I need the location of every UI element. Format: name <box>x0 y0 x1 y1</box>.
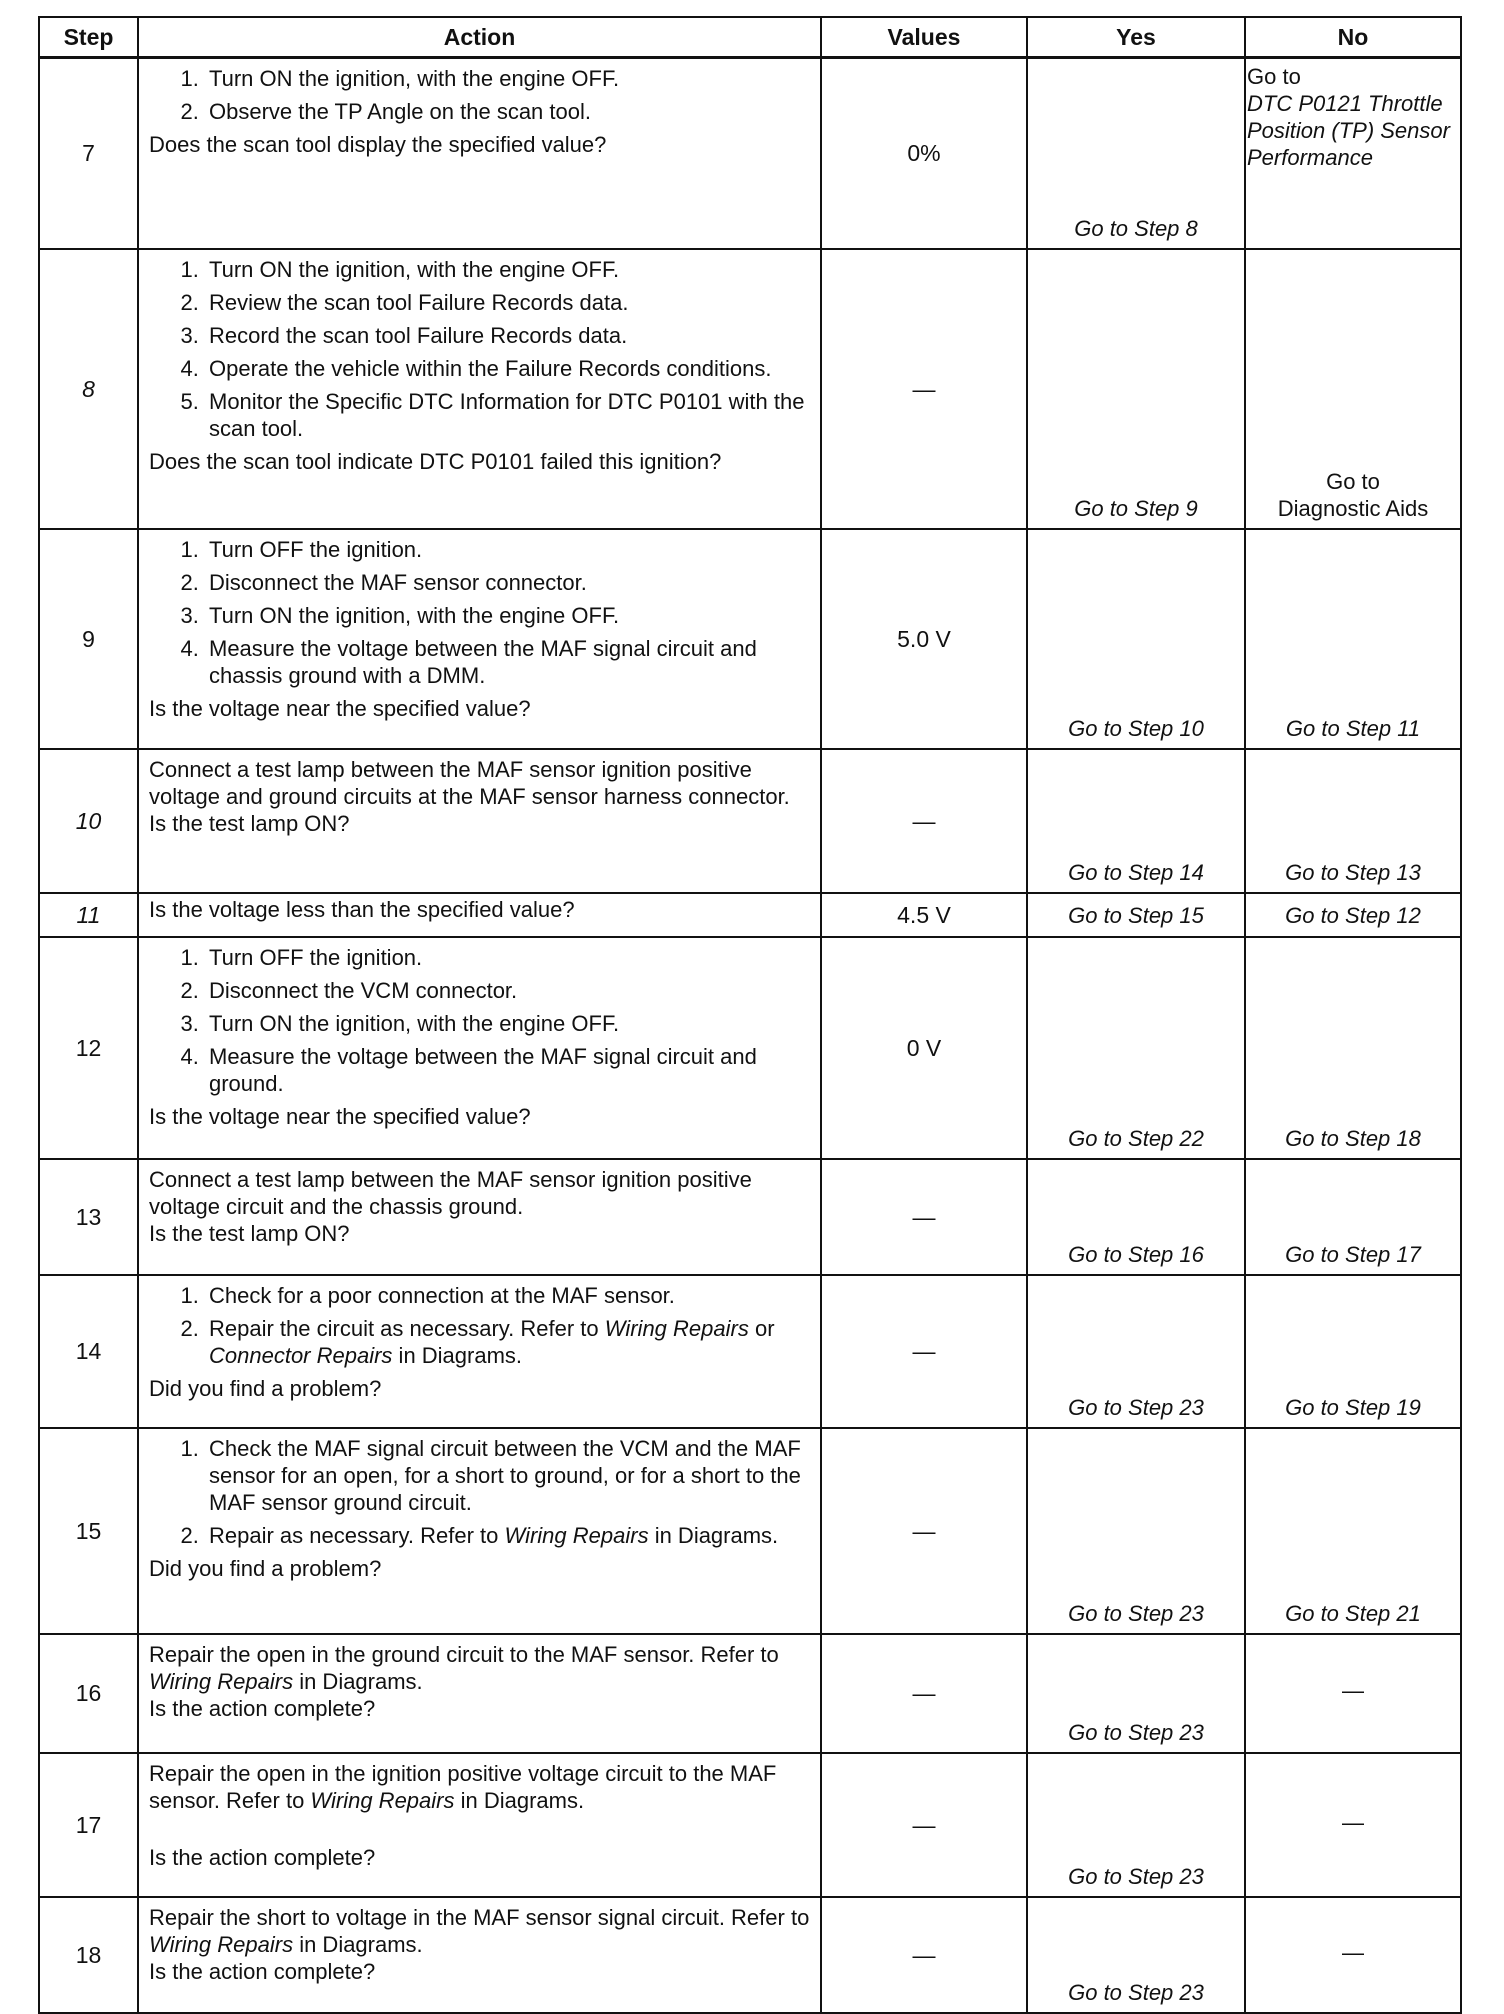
value-cell: — <box>821 1897 1027 2013</box>
action-question: Does the scan tool display the specified value? <box>149 132 607 157</box>
wiring-repairs-reference: Wiring Repairs <box>149 1932 294 1957</box>
action-question: Did you find a problem? <box>149 1556 382 1581</box>
action-text-part: Repair the short to voltage in the MAF sensor signal circuit. Refer to <box>149 1905 810 1930</box>
yes-cell: Go to Step 15 <box>1027 893 1245 937</box>
action-step-item: 3. Record the scan tool Failure Records data. <box>205 322 812 349</box>
header-step: Step <box>39 17 138 58</box>
action-cell <box>138 1275 821 1428</box>
yes-cell: Go to Step 10 <box>1027 529 1245 749</box>
wiring-repairs-reference: Wiring Repairs <box>310 1788 455 1813</box>
table-row-step-8 <box>39 249 1461 529</box>
value-cell: — <box>821 249 1027 529</box>
action-text <box>149 1760 812 1814</box>
wiring-repairs-reference: Wiring Repairs <box>149 1669 294 1694</box>
action-step-item: 4. Measure the voltage between the MAF signal circuit and chassis ground with a DMM. <box>205 635 812 689</box>
step-number: 15 <box>39 1428 138 1634</box>
no-cell: Go to Step 21 <box>1245 1428 1461 1634</box>
no-cell: — <box>1245 1753 1461 1897</box>
action-cell <box>138 529 821 749</box>
no-cell <box>1245 58 1461 250</box>
action-step-text: Repair the circuit as necessary. Refer to <box>209 1316 605 1341</box>
action-text-part: Repair the open in the ground circuit to the MAF sensor. Refer to <box>149 1642 779 1667</box>
no-cell: — <box>1245 1897 1461 2013</box>
no-cell: Go to Step 13 <box>1245 749 1461 893</box>
action-step-item: 1. Turn OFF the ignition. <box>205 536 812 563</box>
action-cell <box>138 937 821 1159</box>
table-row-step-13 <box>39 1159 1461 1275</box>
step-number: 7 <box>39 58 138 250</box>
yes-cell: Go to Step 16 <box>1027 1159 1245 1275</box>
action-step-item: 5. Monitor the Specific DTC Information for DTC P0101 with the scan tool. <box>205 388 812 442</box>
table-row-step-18 <box>39 1897 1461 2013</box>
no-cell: — <box>1245 1634 1461 1753</box>
action-steps <box>149 1282 812 1369</box>
connector-repairs-reference: Connector Repairs <box>209 1343 393 1368</box>
action-cell <box>138 58 821 250</box>
step-number: 11 <box>39 893 138 937</box>
no-cell <box>1245 249 1461 529</box>
action-cell <box>138 249 821 529</box>
no-reference: DTC P0121 Throttle Position (TP) Sensor Performance <box>1247 91 1450 170</box>
step-number: 17 <box>39 1753 138 1897</box>
value-cell: 4.5 V <box>821 893 1027 937</box>
step-number: 18 <box>39 1897 138 2013</box>
yes-cell: Go to Step 14 <box>1027 749 1245 893</box>
step-number: 12 <box>39 937 138 1159</box>
action-question: Is the action complete? <box>149 1959 376 1984</box>
action-step-item: 4. Operate the vehicle within the Failure Records conditions. <box>205 355 812 382</box>
action-cell <box>138 1428 821 1634</box>
table-row-step-7 <box>39 58 1461 250</box>
action-steps <box>149 256 812 442</box>
action-steps <box>149 944 812 1097</box>
yes-cell: Go to Step 22 <box>1027 937 1245 1159</box>
action-step-item: 1. Check for a poor connection at the MAF sensor. <box>205 1282 812 1309</box>
table-row-step-14 <box>39 1275 1461 1428</box>
action-question: Is the test lamp ON? <box>149 1221 350 1246</box>
action-question: Is the action complete? <box>149 1696 376 1721</box>
no-cell: Go to Step 11 <box>1245 529 1461 749</box>
no-cell: Go to Step 19 <box>1245 1275 1461 1428</box>
wiring-repairs-reference: Wiring Repairs <box>504 1523 649 1548</box>
action-question: Did you find a problem? <box>149 1376 382 1401</box>
action-question: Is the voltage less than the specified value? <box>149 897 575 922</box>
action-cell <box>138 749 821 893</box>
action-step-text: Repair as necessary. Refer to <box>209 1523 505 1548</box>
action-text <box>149 1904 812 1958</box>
value-cell: — <box>821 749 1027 893</box>
step-number: 13 <box>39 1159 138 1275</box>
step-number: 10 <box>39 749 138 893</box>
action-step-item: 1. Turn ON the ignition, with the engine OFF. <box>205 256 812 283</box>
value-cell: 5.0 V <box>821 529 1027 749</box>
value-cell: — <box>821 1428 1027 1634</box>
action-cell <box>138 1159 821 1275</box>
value-cell: 0 V <box>821 937 1027 1159</box>
action-step-text: in Diagrams. <box>392 1343 523 1368</box>
header-row <box>39 17 1461 58</box>
value-cell: — <box>821 1275 1027 1428</box>
step-number: 8 <box>39 249 138 529</box>
action-text-part: in Diagrams. <box>454 1788 585 1813</box>
action-steps <box>149 1435 812 1549</box>
table-row-step-16 <box>39 1634 1461 1753</box>
wiring-repairs-reference: Wiring Repairs <box>604 1316 749 1341</box>
no-cell: Go to Step 18 <box>1245 937 1461 1159</box>
value-cell: — <box>821 1634 1027 1753</box>
yes-cell: Go to Step 9 <box>1027 249 1245 529</box>
action-question: Is the test lamp ON? <box>149 811 350 836</box>
header-values: Values <box>821 17 1027 58</box>
action-step-item <box>205 1315 812 1369</box>
yes-cell: Go to Step 23 <box>1027 1275 1245 1428</box>
no-reference: Diagnostic Aids <box>1277 496 1429 521</box>
action-step-item: 1. Check the MAF signal circuit between the VCM and the MAF sensor for an open, for a short to ground, or for a short to the MAF sensor ground circuit. <box>205 1435 812 1516</box>
action-text-part: in Diagrams. <box>293 1669 423 1694</box>
header-action: Action <box>138 17 821 58</box>
table-row-step-11 <box>39 893 1461 937</box>
step-number: 14 <box>39 1275 138 1428</box>
action-steps <box>149 65 812 125</box>
header-no: No <box>1245 17 1461 58</box>
yes-cell: Go to Step 8 <box>1027 58 1245 250</box>
action-step-text: or <box>748 1316 775 1341</box>
action-cell <box>138 893 821 937</box>
action-step-text: in Diagrams. <box>648 1523 779 1548</box>
no-prefix: Go to <box>1247 64 1301 89</box>
yes-cell: Go to Step 23 <box>1027 1634 1245 1753</box>
table-row-step-12 <box>39 937 1461 1159</box>
action-step-item: 1. Turn OFF the ignition. <box>205 944 812 971</box>
table-row-step-15 <box>39 1428 1461 1634</box>
value-cell: — <box>821 1753 1027 1897</box>
table-row-step-10 <box>39 749 1461 893</box>
action-cell <box>138 1753 821 1897</box>
action-step-item: 2. Observe the TP Angle on the scan tool. <box>205 98 812 125</box>
action-text: Connect a test lamp between the MAF sensor ignition positive voltage circuit and the chassis ground. <box>149 1167 752 1219</box>
action-text-part: in Diagrams. <box>293 1932 423 1957</box>
table-row-step-17 <box>39 1753 1461 1897</box>
value-cell: 0% <box>821 58 1027 250</box>
value-cell: — <box>821 1159 1027 1275</box>
action-step-item <box>205 1522 812 1549</box>
table-row-step-9 <box>39 529 1461 749</box>
action-cell <box>138 1897 821 2013</box>
no-cell: Go to Step 12 <box>1245 893 1461 937</box>
action-step-item: 4. Measure the voltage between the MAF signal circuit and ground. <box>205 1043 812 1097</box>
spacer <box>149 1814 812 1844</box>
action-text <box>149 1641 812 1695</box>
yes-cell: Go to Step 23 <box>1027 1753 1245 1897</box>
action-step-item: 2. Disconnect the VCM connector. <box>205 977 812 1004</box>
action-text-part: Repair the open in the ignition positive voltage circuit to the MAF sensor. Refer to <box>149 1761 777 1813</box>
yes-cell: Go to Step 23 <box>1027 1428 1245 1634</box>
header-yes: Yes <box>1027 17 1245 58</box>
no-cell: Go to Step 17 <box>1245 1159 1461 1275</box>
action-steps <box>149 536 812 689</box>
action-cell <box>138 1634 821 1753</box>
step-number: 16 <box>39 1634 138 1753</box>
action-step-item: 3. Turn ON the ignition, with the engine OFF. <box>205 602 812 629</box>
action-text: Connect a test lamp between the MAF sensor ignition positive voltage and ground circuits at the MAF sensor harness connector. <box>149 757 790 809</box>
action-question: Does the scan tool indicate DTC P0101 failed this ignition? <box>149 449 722 474</box>
yes-cell: Go to Step 23 <box>1027 1897 1245 2013</box>
action-step-item: 3. Turn ON the ignition, with the engine OFF. <box>205 1010 812 1037</box>
action-question: Is the action complete? <box>149 1845 376 1870</box>
no-prefix: Go to <box>1326 469 1380 494</box>
action-step-item: 2. Disconnect the MAF sensor connector. <box>205 569 812 596</box>
action-question: Is the voltage near the specified value? <box>149 1104 531 1129</box>
action-step-item: 1. Turn ON the ignition, with the engine OFF. <box>205 65 812 92</box>
step-number: 9 <box>39 529 138 749</box>
action-question: Is the voltage near the specified value? <box>149 696 531 721</box>
action-step-item: 2. Review the scan tool Failure Records data. <box>205 289 812 316</box>
diagnostic-table <box>38 16 1462 2014</box>
